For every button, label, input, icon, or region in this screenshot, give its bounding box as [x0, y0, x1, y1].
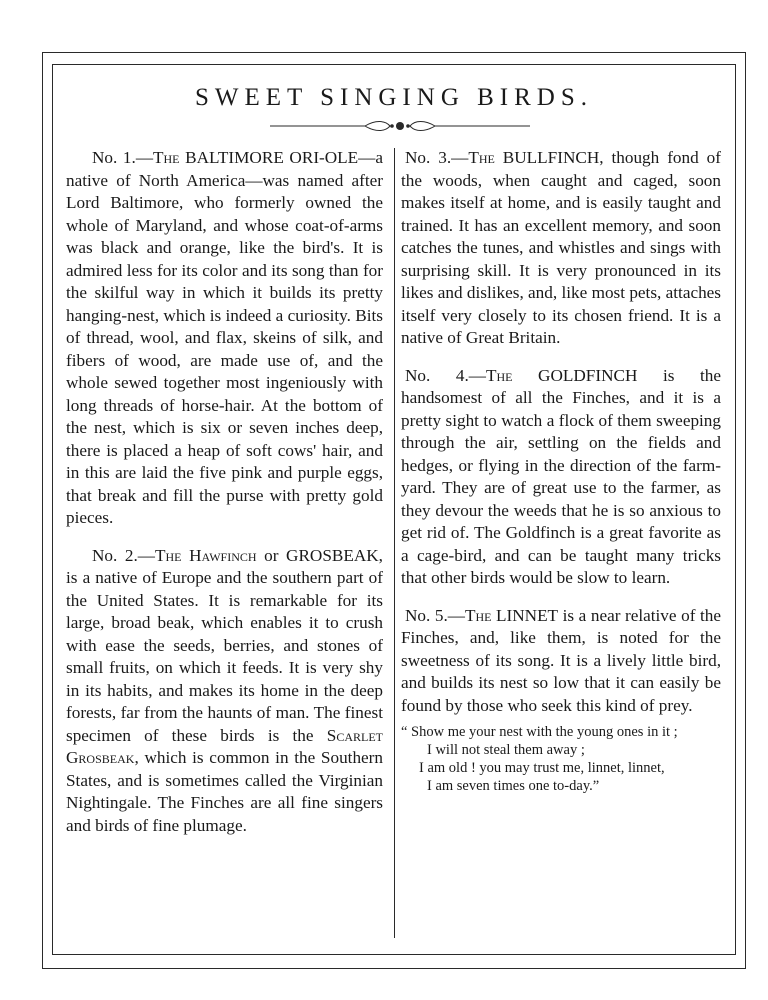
poem-line: I am old ! you may trust me, linnet, linnet, [419, 760, 665, 776]
paragraph-text: —a native of North America—was named after Lord Baltimore, who formerly owned the whole of Maryland, and whose coat-of-arms was black and orange, like the bird's. It is admired less for its color and its song than for the skilful way in which it builds its pretty hanging-nest, which is indeed a curiosity. Bits of thread, wool, and flax, skeins of silk, and fibers of wood, are made use of, and the whole sewed together most ingeniously with long threads of horse-hair. At the bottom of the nest, which is six or seven inches deep, there is placed a heap of soft cows' hair, and in this are laid the five pink and purple eggs, that break and fill the purse with pretty gold pieces. [66, 148, 383, 527]
bird-name: The Hawfinch [154, 545, 257, 565]
poem-line: I will not steal them away ; [427, 742, 585, 758]
entry-number: No. 3.— [405, 148, 469, 167]
poem-line: I am seven times one to-day.” [427, 778, 600, 794]
entry-number: No. 4.— [405, 365, 486, 385]
bird-name: The LINNET [464, 605, 559, 625]
entry-number: No. 2.— [92, 545, 155, 565]
bird-name: The BALTIMORE ORI-OLE [153, 148, 359, 167]
right-column [401, 147, 721, 795]
poem-line: “ Show me your nest with the young ones in it ; [401, 724, 678, 740]
page-title: SWEET SINGING BIRDS. [194, 84, 593, 111]
entry-number: No. 1.— [92, 148, 154, 167]
paragraph-goldfinch [401, 365, 721, 590]
title-ornament [270, 118, 530, 134]
column-divider [394, 148, 395, 938]
poem-stanza [401, 723, 721, 795]
bird-name: The GOLDFINCH [485, 365, 638, 385]
bird-name: The BULLFINCH [468, 148, 600, 167]
paragraph-text: is a near relative of the Finches, and, like them, is noted for the sweetness of its song. It is a lively little bird, and builds its nest so low that it can easily be found by those who seek this kind of prey. [401, 605, 721, 715]
paragraph-linnet [401, 605, 721, 718]
paragraph-bullfinch [401, 147, 721, 350]
entry-number: No. 5.— [405, 605, 465, 625]
paragraph-text: or GROSBEAK, is a native of Europe and the southern part of the United States. It is remarkable for its large, broad beak, which enables it to crush with ease the seeds, berries, and stones of small fruits, on which it feeds. It is very shy in its habits, and makes its home in the deep forests, far from the haunts of man. The finest specimen of these birds is the [66, 545, 383, 745]
paragraph-baltimore-oriole [66, 147, 383, 530]
paragraph-hawfinch [66, 545, 383, 838]
paragraph-text-continued: , which is common in the Southern States, and is sometimes called the Virginian Nightingale. The Finches are all fine singers and birds of fine plumage. [66, 748, 383, 835]
bird-name-secondary: Scarlet Grosbeak [66, 725, 383, 767]
left-column [66, 147, 383, 852]
paragraph-text: , though fond of the woods, when caught and caged, soon makes itself at home, and is easily taught and trained. It has an excellent memory, and soon catches the tunes, and whistles and sings with surprising skill. It is very pronounced in its likes and dislikes, and, like most pets, attaches itself very closely to its chosen friend. It is a native of Great Britain. [401, 148, 721, 347]
paragraph-text: is the handsomest of all the Finches, and it is a pretty sight to watch a flock of them sweeping through the air, settling on the fields and hedges, or flying in the direction of the farm-yard. They are of great use to the farmer, as they devour the weeds that he is so anxious to get rid of. The Goldfinch is a great favorite as a cage-bird, and can be taught many tricks that other birds would be slow to learn. [401, 365, 721, 587]
